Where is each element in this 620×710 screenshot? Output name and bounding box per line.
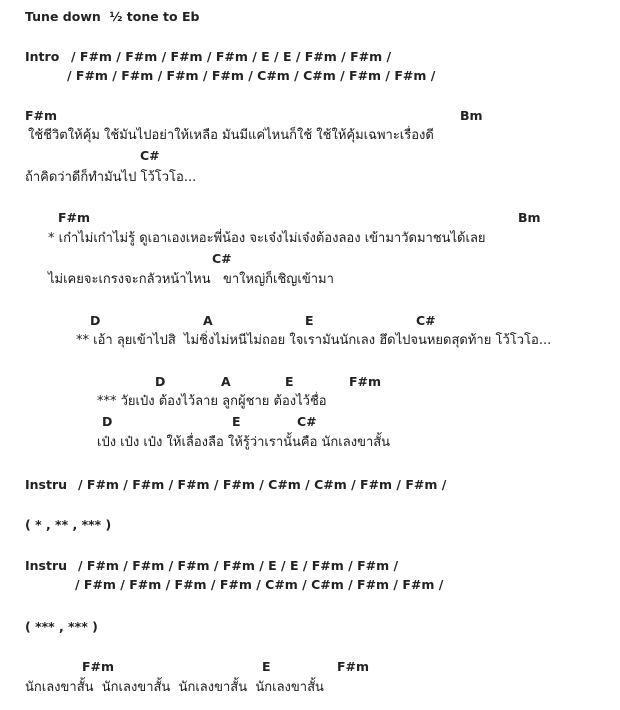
instru-label: Instru bbox=[25, 558, 68, 573]
lyric-line: ใช้ชีวิตให้คุ้ม ใช้มันไปอย่าให้เหลือ มันมีแค่ไหนก็ใช้ ใช้ให้คุ้มเฉพาะเรื่องดี bbox=[28, 128, 434, 143]
chord: F#m bbox=[58, 210, 91, 225]
lyric-line: * เก๋าไม่เก๋าไม่รู้ ดูเอาเองเหอะพี่น้อง จะเจ๋งไม่เจ๋งต้องลอง เข้ามาวัดมาชนได้เลย bbox=[48, 231, 486, 246]
chord: D bbox=[102, 414, 113, 429]
chord: E bbox=[305, 313, 314, 328]
instru-progression-1: / F#m / F#m / F#m / F#m / E / E / F#m / F#m / bbox=[78, 558, 399, 573]
lyric-line: ไม่เคยจะเกรงจะกลัวหน้าไหน ขาใหญ่ก็เชิญเข้ามา bbox=[48, 272, 334, 287]
intro-progression-1: / F#m / F#m / F#m / F#m / E / E / F#m / F#m / bbox=[71, 49, 392, 64]
chord: A bbox=[203, 313, 213, 328]
lyric-line: เป๋ง เป๋ง เป๋ง ให้เลื่องลือ ให้รู้ว่าเรานั้นคือ นักเลงขาสั้น bbox=[97, 435, 391, 450]
intro-label: Intro bbox=[25, 49, 60, 64]
lyric-line: *** วัยเป๋ง ต้องไว้ลาย ลูกผู้ชาย ต้องไว้ชื่อ bbox=[97, 394, 327, 409]
chord: F#m bbox=[337, 659, 370, 674]
chord: D bbox=[155, 374, 166, 389]
chord: E bbox=[232, 414, 241, 429]
instru-progression-1: / F#m / F#m / F#m / F#m / C#m / C#m / F#m / F#m / bbox=[78, 477, 447, 492]
instru-progression-2: / F#m / F#m / F#m / F#m / C#m / C#m / F#m / F#m / bbox=[75, 577, 444, 592]
intro-progression-2: / F#m / F#m / F#m / F#m / C#m / C#m / F#m / F#m / bbox=[67, 68, 436, 83]
chord: Bm bbox=[518, 210, 541, 225]
chord: A bbox=[221, 374, 231, 389]
chord: D bbox=[90, 313, 101, 328]
chord: C# bbox=[212, 251, 232, 266]
repeat-instruction: ( *** , *** ) bbox=[25, 619, 98, 634]
chord: Bm bbox=[460, 108, 483, 123]
tuning-note: Tune down ½ tone to Eb bbox=[25, 9, 200, 24]
chord: F#m bbox=[82, 659, 115, 674]
chord: F#m bbox=[349, 374, 382, 389]
repeat-instruction: ( * , ** , *** ) bbox=[25, 517, 112, 532]
lyric-line: ** เอ้า ลุยเข้าไปสิ ไม่ชิ่งไม่หนีไม่ถอย ใจเรามันนักเลง ฮึดไปจนหยดสุดท้าย โว้โวโอ... bbox=[76, 333, 552, 348]
lyric-line: นักเลงขาสั้น นักเลงขาสั้น นักเลงขาสั้น นักเลงขาสั้น bbox=[25, 680, 324, 695]
chord: C# bbox=[416, 313, 436, 328]
chord: C# bbox=[297, 414, 317, 429]
instru-label: Instru bbox=[25, 477, 68, 492]
chord: C# bbox=[140, 148, 160, 163]
chord: E bbox=[285, 374, 294, 389]
chord: F#m bbox=[25, 108, 58, 123]
lyric-line: ถ้าคิดว่าดีก็ทำมันไป โว้โวโอ... bbox=[25, 170, 197, 185]
chord: E bbox=[262, 659, 271, 674]
